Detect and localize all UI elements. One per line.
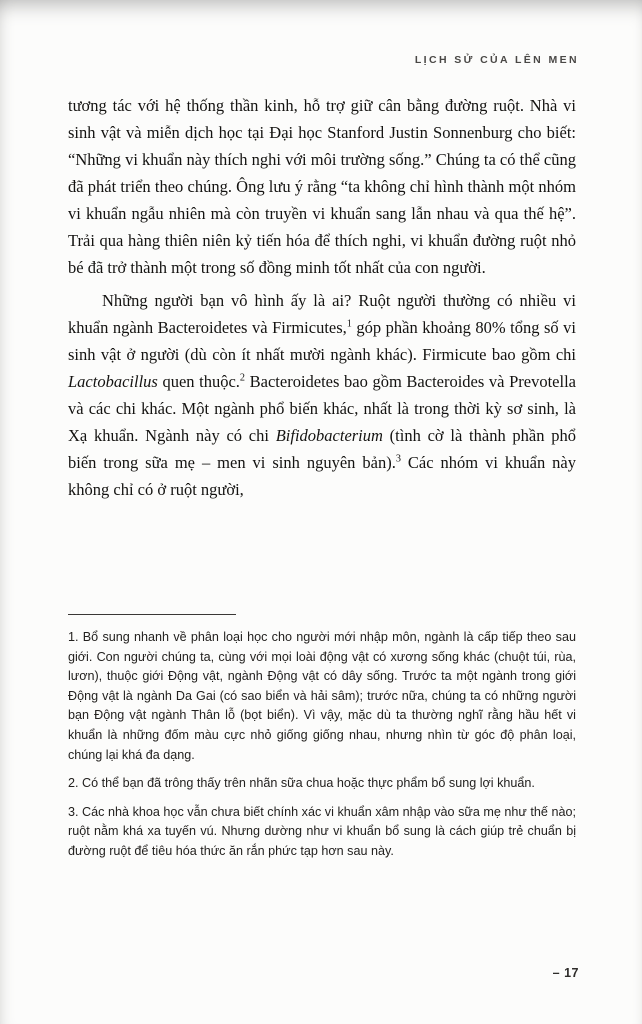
footnote: 2. Có thể bạn đã trông thấy trên nhãn sữa chua hoặc thực phẩm bổ sung lợi khuẩn.: [68, 776, 535, 791]
text-run: Bacteroidetes bao gồm Bacteroides và Prevotella và các chi khác. Một ngành phổ biến khác, nhất là trong thời kỳ sơ sinh, là Xạ khuẩn. Ngành này có chi: [68, 372, 576, 445]
footnote-reference: 1: [346, 318, 352, 330]
taxon-name: Bifidobacterium: [275, 426, 383, 445]
text-run: tương tác với hệ thống thần kinh, hỗ trợ giữ cân bằng đường ruột. Nhà vi sinh vật và miễn dịch học tại Đại học Stanford Justin Sonnenburg cho biết: “Những vi khuẩn này thích nghi với môi trường sống.” Chúng ta có thể cũng đã phát triển theo chúng. Ông lưu ý rằng “ta không chỉ hình thành một nhóm vi khuẩn ngẫu nhiên mà còn truyền vi khuẩn sang lẫn nhau và qua thế hệ”. Trải qua hàng thiên niên kỷ tiến hóa để thích nghi, vi khuẩn đường ruột nhỏ bé đã trở thành một trong số đồng minh tốt nhất của con người.: [68, 96, 576, 277]
text-run: Những người bạn vô hình ấy là ai? Ruột người thường có nhiều vi khuẩn ngành Bacteroidetes và Firmicutes,: [68, 291, 576, 337]
footnote: 3. Các nhà khoa học vẫn chưa biết chính xác vi khuẩn xâm nhập vào sữa mẹ như thế nào; ruột nằm khá xa tuyến vú. Nhưng dường như vi khuẩn bổ sung là cách giúp trẻ chuẩn bị đường ruột để tiêu hóa thức ăn rắn phức tạp hơn sau này.: [68, 804, 576, 858]
running-header: LỊCH SỬ CỦA LÊN MEN: [414, 54, 579, 66]
footnote-reference: 2: [239, 372, 246, 384]
text-run: Các nhóm vi khuẩn này không chỉ có ở ruột người,: [68, 453, 576, 499]
footnote-separator: [68, 614, 236, 615]
page-number: – 17: [552, 966, 579, 980]
text-run: quen thuộc.: [157, 372, 240, 391]
text-run: góp phần khoảng 80% tổng số vi sinh vật ở người (dù còn ít nhất mười ngành khác). Firmicute bao gồm chi: [68, 318, 576, 364]
footnote-reference: 3: [395, 453, 401, 465]
body-text: [68, 92, 576, 503]
footnote: 1. Bổ sung nhanh về phân loại học cho người mới nhập môn, ngành là cấp tiếp theo sau giới. Con người chúng ta, cùng với mọi loài động vật có xương sống khác (chuột túi, rùa, lươn), thuộc giới Động vật, ngành Động vật có dây sống. Trước ta một ngành trong giới Động vật là ngành Da Gai (có sao biển và hải sâm); trước nữa, chúng ta có những người bạn Động vật ngành Thân lỗ (bọt biển). Vì vậy, mặc dù ta thường nghĩ rằng hầu hết vi khuẩn là những đốm màu cực nhỏ giống giống nhau, nhưng nhìn từ góc độ phân loại, chúng lại khá đa dạng.: [68, 630, 576, 762]
taxon-name: Lactobacillus: [68, 372, 158, 391]
footnotes: [68, 628, 576, 871]
paragraph: [68, 287, 576, 503]
text-run: (tình cờ là thành phần phổ biến trong sữa mẹ – men vi sinh nguyên bản).: [68, 426, 576, 472]
paragraph: [68, 92, 576, 281]
